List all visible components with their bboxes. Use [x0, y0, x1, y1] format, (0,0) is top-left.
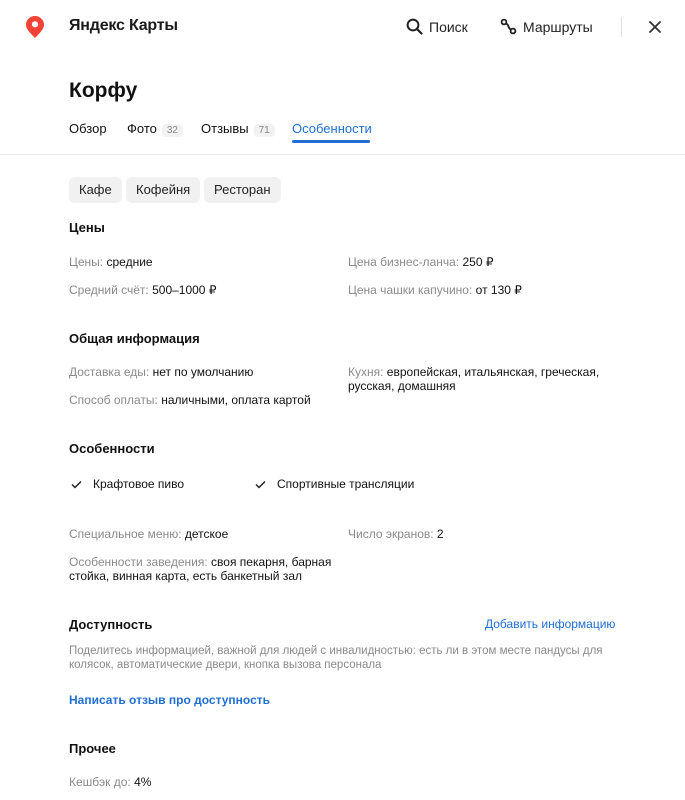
- feature-check-item: [71, 477, 184, 491]
- brand-title[interactable]: Яндекс Карты: [69, 17, 178, 34]
- section-heading-features: Особенности: [69, 441, 155, 456]
- routes-button[interactable]: [500, 18, 593, 35]
- tab-label: Обзор: [69, 121, 107, 136]
- checkmark-icon: [71, 480, 82, 489]
- delivery-row: [69, 365, 253, 379]
- cappuccino-value: от 130 ₽: [475, 283, 522, 297]
- tab-label: Особенности: [292, 121, 372, 136]
- cuisine-row: [348, 365, 613, 393]
- venue-features-label: Особенности заведения:: [69, 555, 208, 569]
- accessibility-description: Поделитесь информацией, важной для людей с инвалидностью: есть ли в этом месте пандусы для колясок, автоматические двери, кнопка вызова персонала: [69, 645, 603, 671]
- cashback-label: Кешбэк до:: [69, 775, 131, 789]
- tab-count: 32: [162, 124, 183, 137]
- section-heading-general: Общая информация: [69, 331, 200, 346]
- payment-value: наличными, оплата картой: [161, 393, 311, 407]
- tabs-divider: [0, 154, 685, 155]
- tab-photos[interactable]: [127, 121, 183, 136]
- category-chip-cafe[interactable]: Кафе: [69, 177, 122, 203]
- active-tab-underline: [292, 140, 370, 143]
- feature-check-item: [255, 477, 414, 491]
- feature-check-label: Крафтовое пиво: [93, 477, 185, 491]
- price-level-label: Цены:: [69, 255, 104, 269]
- screens-row: [348, 527, 444, 541]
- venue-features-value: своя пекарня, барная стойка, винная карта, есть банкетный зал: [69, 555, 332, 583]
- tab-overview[interactable]: [69, 121, 107, 136]
- page-title: Корфу: [69, 79, 138, 102]
- search-icon: [406, 18, 423, 35]
- close-icon[interactable]: [646, 18, 664, 36]
- screens-label: Число экранов:: [348, 527, 434, 541]
- special-menu-value: детское: [184, 527, 229, 541]
- avg-check-value: 500–1000 ₽: [152, 283, 217, 297]
- routes-label: Маршруты: [523, 19, 593, 35]
- avg-check-label: Средний счёт:: [69, 283, 149, 297]
- screens-value: 2: [436, 527, 444, 541]
- venue-features-row: [69, 555, 344, 583]
- price-level-value: средние: [106, 255, 153, 269]
- section-heading-other: Прочее: [69, 741, 116, 756]
- add-info-link[interactable]: Добавить информацию: [485, 617, 616, 631]
- section-heading-accessibility: Доступность: [69, 617, 153, 632]
- search-button[interactable]: [406, 18, 468, 35]
- section-heading-prices: Цены: [69, 220, 105, 235]
- cashback-row: [69, 775, 151, 789]
- payment-label: Способ оплаты:: [69, 393, 158, 407]
- feature-check-label: Спортивные трансляции: [277, 477, 415, 491]
- delivery-label: Доставка еды:: [69, 365, 150, 379]
- special-menu-row: [69, 527, 228, 541]
- business-lunch-row: [348, 255, 493, 269]
- route-icon: [500, 18, 517, 35]
- cappuccino-row: [348, 283, 522, 297]
- tab-label: Отзывы: [201, 121, 249, 136]
- payment-row: [69, 393, 311, 407]
- search-label: Поиск: [429, 19, 468, 35]
- tab-features[interactable]: [292, 121, 372, 136]
- category-chip-restaurant[interactable]: Ресторан: [204, 177, 281, 203]
- header-divider: [621, 17, 622, 37]
- cuisine-value: европейская, итальянская, греческая, русская, домашняя: [348, 365, 600, 393]
- tab-reviews[interactable]: [201, 121, 275, 136]
- map-pin-icon[interactable]: [26, 16, 44, 38]
- business-lunch-label: Цена бизнес-ланча:: [348, 255, 460, 269]
- cashback-value: 4%: [134, 775, 152, 789]
- category-chip-coffee[interactable]: Кофейня: [126, 177, 200, 203]
- cuisine-label: Кухня:: [348, 365, 384, 379]
- header: [0, 0, 685, 55]
- price-level-row: [69, 255, 153, 269]
- special-menu-label: Специальное меню:: [69, 527, 182, 541]
- write-accessibility-review-link[interactable]: Написать отзыв про доступность: [69, 693, 271, 707]
- business-lunch-value: 250 ₽: [462, 255, 494, 269]
- cappuccino-label: Цена чашки капучино:: [348, 283, 473, 297]
- tab-count: 71: [254, 124, 275, 137]
- delivery-value: нет по умолчанию: [152, 365, 254, 379]
- checkmark-icon: [255, 480, 266, 489]
- avg-check-row: [69, 283, 216, 297]
- tab-label: Фото: [127, 121, 157, 136]
